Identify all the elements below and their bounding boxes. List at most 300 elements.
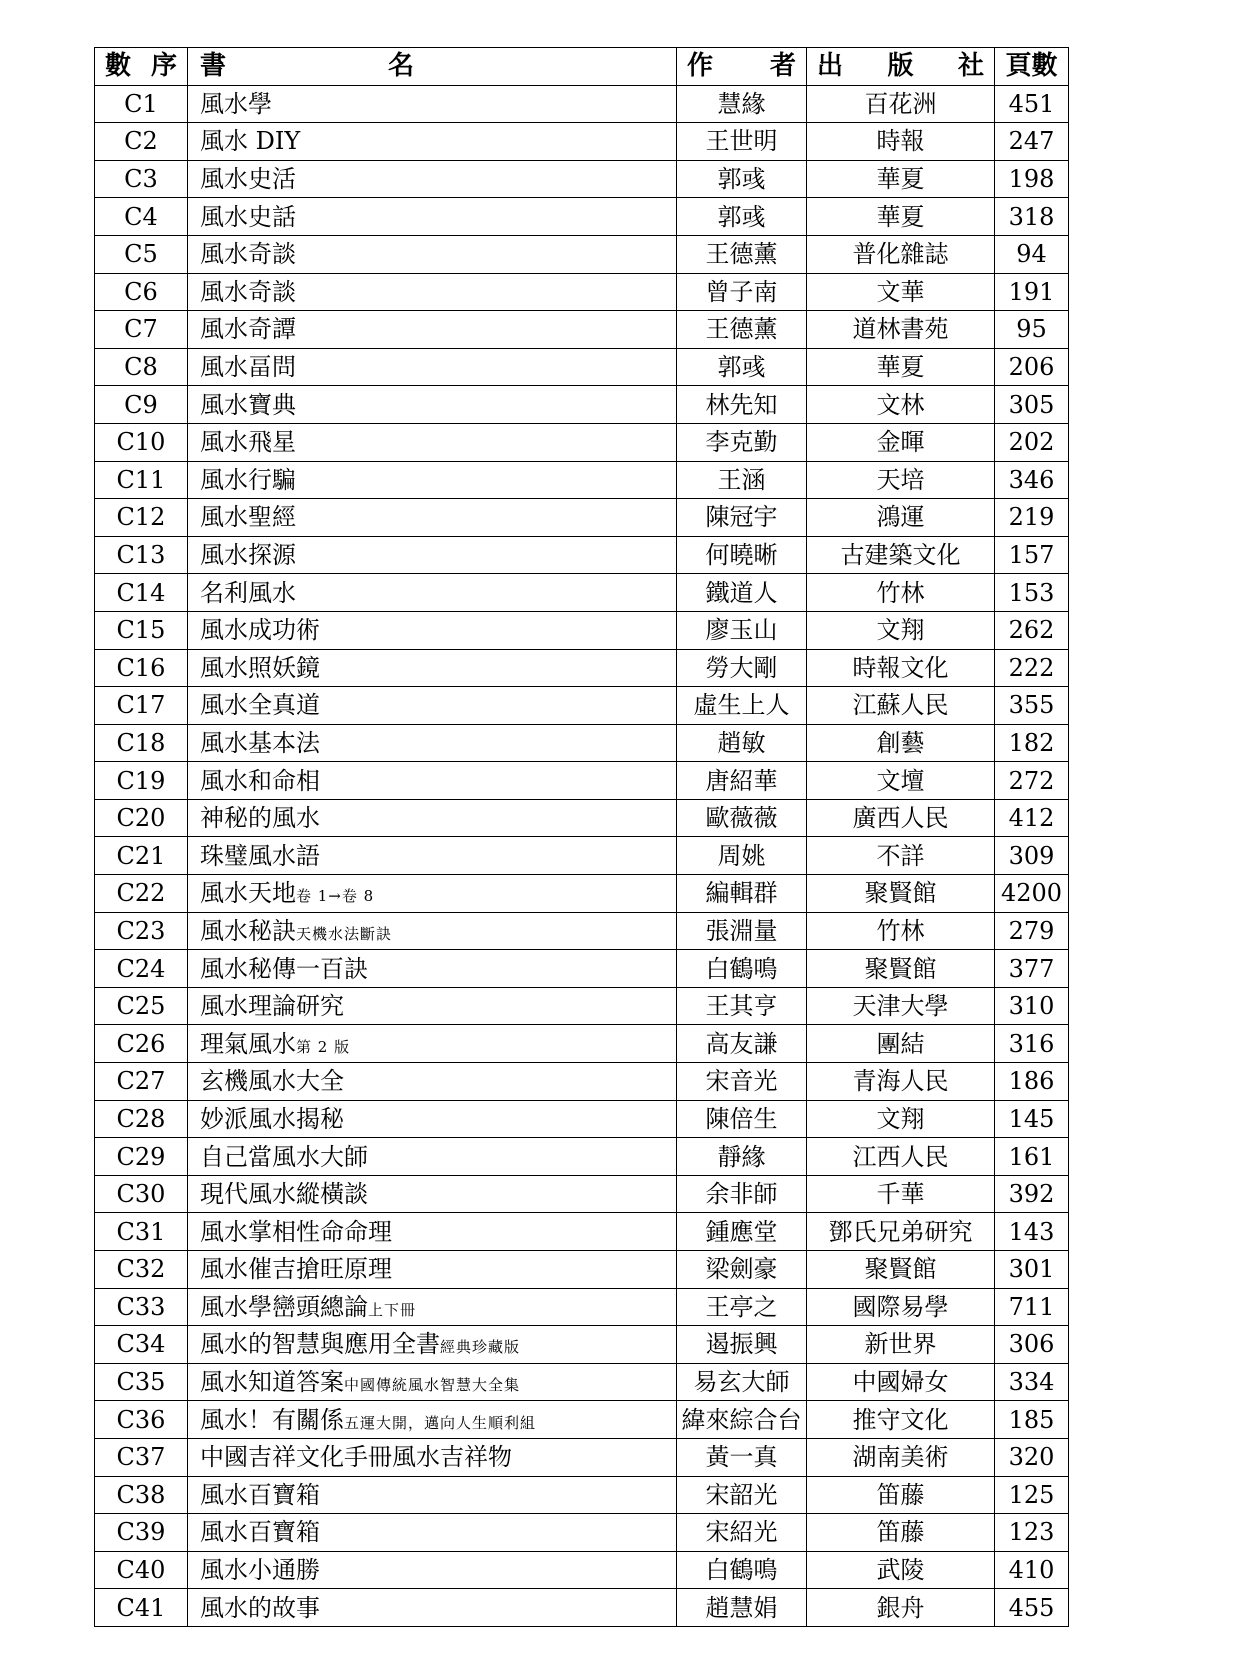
author-cell: 歐薇薇: [677, 799, 807, 837]
publisher-cell: 道林書苑: [807, 311, 995, 349]
title-cell: [188, 912, 677, 950]
seq-cell: C8: [95, 348, 188, 386]
pages-cell: 4200: [995, 875, 1069, 913]
header-author-char-1: 作: [687, 51, 714, 82]
header-title: [188, 48, 677, 86]
seq-cell: C23: [95, 912, 188, 950]
pages-cell: 410: [995, 1551, 1069, 1589]
table-row: [95, 1589, 1069, 1627]
seq-cell: C15: [95, 611, 188, 649]
publisher-cell: 天培: [807, 461, 995, 499]
title-cell: [188, 649, 677, 687]
table-row: [95, 875, 1069, 913]
table-row: [95, 499, 1069, 537]
table-row: [95, 1326, 1069, 1364]
title-text: 風水史活: [200, 165, 296, 194]
title-cell: [188, 198, 677, 236]
publisher-cell: 江西人民: [807, 1138, 995, 1176]
title-text: 風水秘傳一百訣: [200, 954, 368, 983]
table-row: [95, 799, 1069, 837]
author-cell: 宋音光: [677, 1063, 807, 1101]
header-author-char-2: 者: [769, 51, 796, 82]
publisher-cell: 不詳: [807, 837, 995, 875]
header-seq-char-2: 序: [150, 51, 177, 82]
title-cell: [188, 724, 677, 762]
author-cell: 易玄大師: [677, 1363, 807, 1401]
publisher-cell: 笛藤: [807, 1514, 995, 1552]
title-text: 風水 DIY: [200, 127, 301, 156]
seq-cell: C32: [95, 1251, 188, 1289]
publisher-cell: 時報: [807, 123, 995, 161]
header-seq: [95, 48, 188, 86]
publisher-cell: 普化雜誌: [807, 235, 995, 273]
title-cell: [188, 348, 677, 386]
title-text: 風水探源: [200, 541, 296, 570]
title-cell: [188, 762, 677, 800]
publisher-cell: 古建築文化: [807, 536, 995, 574]
table-row: [95, 950, 1069, 988]
header-publisher-char-3: 社: [957, 51, 984, 82]
publisher-cell: 鴻運: [807, 499, 995, 537]
seq-cell: C19: [95, 762, 188, 800]
publisher-cell: 時報文化: [807, 649, 995, 687]
title-cell: [188, 311, 677, 349]
title-text: 風水奇談: [200, 277, 296, 306]
table-row: [95, 1551, 1069, 1589]
table-row: [95, 1213, 1069, 1251]
publisher-cell: 文翔: [807, 611, 995, 649]
seq-cell: C20: [95, 799, 188, 837]
title-cell: [188, 536, 677, 574]
header-title-char-2: 名: [388, 51, 415, 82]
pages-cell: 182: [995, 724, 1069, 762]
pages-cell: 301: [995, 1251, 1069, 1289]
table-row: [95, 1025, 1069, 1063]
author-cell: 虛生上人: [677, 687, 807, 725]
title-text: 風水秘訣: [200, 916, 296, 945]
seq-cell: C39: [95, 1514, 188, 1552]
publisher-cell: 竹林: [807, 912, 995, 950]
table-row: [95, 461, 1069, 499]
table-row: [95, 649, 1069, 687]
publisher-cell: 國際易學: [807, 1288, 995, 1326]
seq-cell: C29: [95, 1138, 188, 1176]
pages-cell: 198: [995, 160, 1069, 198]
title-note: 天機水法斷訣: [296, 924, 393, 943]
publisher-cell: 江蘇人民: [807, 687, 995, 725]
table-row: [95, 912, 1069, 950]
seq-cell: C26: [95, 1025, 188, 1063]
pages-cell: 145: [995, 1100, 1069, 1138]
seq-cell: C9: [95, 386, 188, 424]
seq-cell: C35: [95, 1363, 188, 1401]
author-cell: 曾子南: [677, 273, 807, 311]
pages-cell: 346: [995, 461, 1069, 499]
title-text: 風水掌相性命命理: [200, 1217, 392, 1246]
title-cell: [188, 611, 677, 649]
publisher-cell: 鄧氏兄弟研究: [807, 1213, 995, 1251]
title-text: 名利風水: [200, 578, 296, 607]
pages-cell: 711: [995, 1288, 1069, 1326]
publisher-cell: 創藝: [807, 724, 995, 762]
title-cell: [188, 1138, 677, 1176]
title-cell: [188, 1401, 677, 1439]
title-cell: [188, 875, 677, 913]
author-cell: 鐵道人: [677, 574, 807, 612]
table-row: [95, 574, 1069, 612]
title-text: 風水催吉搶旺原理: [200, 1255, 392, 1284]
author-cell: 李克勤: [677, 423, 807, 461]
table-header: [95, 48, 1069, 86]
seq-cell: C37: [95, 1438, 188, 1476]
publisher-cell: 百花洲: [807, 85, 995, 123]
seq-cell: C41: [95, 1589, 188, 1627]
title-text: 風水聖經: [200, 503, 296, 532]
title-cell: [188, 1063, 677, 1101]
title-cell: [188, 1438, 677, 1476]
title-text: 玄機風水大全: [200, 1067, 344, 1096]
table-row: [95, 273, 1069, 311]
pages-cell: 191: [995, 273, 1069, 311]
title-note: 第 2 版: [296, 1037, 351, 1056]
table-row: [95, 123, 1069, 161]
author-cell: 周姚: [677, 837, 807, 875]
seq-cell: C3: [95, 160, 188, 198]
publisher-cell: 武陵: [807, 1551, 995, 1589]
title-text: 神秘的風水: [200, 804, 320, 833]
pages-cell: 222: [995, 649, 1069, 687]
author-cell: 何曉晰: [677, 536, 807, 574]
title-text: 風水奇譚: [200, 315, 296, 344]
author-cell: 黃一真: [677, 1438, 807, 1476]
table-row: [95, 1476, 1069, 1514]
title-cell: [188, 1551, 677, 1589]
pages-cell: 157: [995, 536, 1069, 574]
table-row: [95, 423, 1069, 461]
title-text: 風水基本法: [200, 728, 320, 757]
seq-cell: C17: [95, 687, 188, 725]
header-publisher-char-1: 出: [817, 51, 844, 82]
author-cell: 陳倍生: [677, 1100, 807, 1138]
seq-cell: C24: [95, 950, 188, 988]
table-row: [95, 1100, 1069, 1138]
title-text: 風水飛星: [200, 428, 296, 457]
publisher-cell: 千華: [807, 1175, 995, 1213]
title-text: 風水小通勝: [200, 1556, 320, 1585]
title-cell: [188, 1175, 677, 1213]
pages-cell: 247: [995, 123, 1069, 161]
table-body: [95, 85, 1069, 1626]
seq-cell: C28: [95, 1100, 188, 1138]
header-seq-char-1: 數: [105, 51, 132, 82]
title-text: 風水！有關係: [200, 1405, 344, 1434]
seq-cell: C33: [95, 1288, 188, 1326]
title-text: 風水百寶箱: [200, 1480, 320, 1509]
title-cell: [188, 1025, 677, 1063]
title-text: 風水畐問: [200, 353, 296, 382]
title-cell: [188, 799, 677, 837]
title-text: 風水和命相: [200, 766, 320, 795]
pages-cell: 318: [995, 198, 1069, 236]
pages-cell: 392: [995, 1175, 1069, 1213]
pages-cell: 334: [995, 1363, 1069, 1401]
pages-cell: 310: [995, 987, 1069, 1025]
title-cell: [188, 1288, 677, 1326]
pages-cell: 455: [995, 1589, 1069, 1627]
publisher-cell: 華夏: [807, 160, 995, 198]
publisher-cell: 笛藤: [807, 1476, 995, 1514]
author-cell: 郭彧: [677, 198, 807, 236]
pages-cell: 186: [995, 1063, 1069, 1101]
title-cell: [188, 423, 677, 461]
publisher-cell: 華夏: [807, 198, 995, 236]
title-text: 風水百寶箱: [200, 1518, 320, 1547]
author-cell: 宋紹光: [677, 1514, 807, 1552]
title-text: 自己當風水大師: [200, 1142, 368, 1171]
pages-cell: 161: [995, 1138, 1069, 1176]
publisher-cell: 新世界: [807, 1326, 995, 1364]
seq-cell: C4: [95, 198, 188, 236]
pages-cell: 355: [995, 687, 1069, 725]
title-cell: [188, 1514, 677, 1552]
author-cell: 余非師: [677, 1175, 807, 1213]
table-row: [95, 1288, 1069, 1326]
title-text: 中國吉祥文化手冊風水吉祥物: [200, 1443, 512, 1472]
pages-cell: 309: [995, 837, 1069, 875]
title-cell: [188, 1476, 677, 1514]
seq-cell: C40: [95, 1551, 188, 1589]
pages-cell: 306: [995, 1326, 1069, 1364]
header-author: [677, 48, 807, 86]
title-cell: [188, 837, 677, 875]
title-cell: [188, 1213, 677, 1251]
title-text: 理氣風水: [200, 1029, 296, 1058]
author-cell: 高友謙: [677, 1025, 807, 1063]
table-row: [95, 348, 1069, 386]
header-publisher: [807, 48, 995, 86]
title-cell: [188, 574, 677, 612]
pages-cell: 272: [995, 762, 1069, 800]
header-pages: 頁數: [995, 48, 1069, 86]
publisher-cell: 華夏: [807, 348, 995, 386]
pages-cell: 153: [995, 574, 1069, 612]
title-note: 經典珍藏版: [440, 1338, 521, 1357]
author-cell: 王世明: [677, 123, 807, 161]
title-cell: [188, 1326, 677, 1364]
seq-cell: C21: [95, 837, 188, 875]
author-cell: 遏振興: [677, 1326, 807, 1364]
title-cell: [188, 950, 677, 988]
author-cell: 張淵量: [677, 912, 807, 950]
publisher-cell: 天津大學: [807, 987, 995, 1025]
seq-cell: C22: [95, 875, 188, 913]
pages-cell: 202: [995, 423, 1069, 461]
table-row: [95, 1438, 1069, 1476]
author-cell: 趙慧娟: [677, 1589, 807, 1627]
author-cell: 林先知: [677, 386, 807, 424]
table-row: [95, 198, 1069, 236]
pages-cell: 94: [995, 235, 1069, 273]
title-cell: [188, 1363, 677, 1401]
pages-cell: 125: [995, 1476, 1069, 1514]
title-cell: [188, 123, 677, 161]
title-text: 風水天地: [200, 879, 296, 908]
table-row: [95, 85, 1069, 123]
table-row: [95, 1175, 1069, 1213]
title-cell: [188, 1251, 677, 1289]
publisher-cell: 青海人民: [807, 1063, 995, 1101]
pages-cell: 279: [995, 912, 1069, 950]
title-text: 風水知道答案: [200, 1368, 344, 1397]
author-cell: 王德薰: [677, 235, 807, 273]
seq-cell: C6: [95, 273, 188, 311]
table-row: [95, 1251, 1069, 1289]
author-cell: 王德薰: [677, 311, 807, 349]
table-row: [95, 1514, 1069, 1552]
table-row: [95, 687, 1069, 725]
author-cell: 王其亨: [677, 987, 807, 1025]
pages-cell: 95: [995, 311, 1069, 349]
title-note: 五運大開，邁向人生順利組: [344, 1413, 537, 1432]
author-cell: 唐紹華: [677, 762, 807, 800]
header-row: [95, 48, 1069, 86]
pages-cell: 206: [995, 348, 1069, 386]
author-cell: 鍾應堂: [677, 1213, 807, 1251]
publisher-cell: 銀舟: [807, 1589, 995, 1627]
title-text: 風水理論研究: [200, 992, 344, 1021]
title-cell: [188, 273, 677, 311]
pages-cell: 262: [995, 611, 1069, 649]
seq-cell: C2: [95, 123, 188, 161]
publisher-cell: 推守文化: [807, 1401, 995, 1439]
seq-cell: C18: [95, 724, 188, 762]
title-cell: [188, 235, 677, 273]
seq-cell: C36: [95, 1401, 188, 1439]
seq-cell: C34: [95, 1326, 188, 1364]
publisher-cell: 團結: [807, 1025, 995, 1063]
author-cell: 白鶴鳴: [677, 1551, 807, 1589]
title-cell: [188, 987, 677, 1025]
title-note: 中國傳統風水智慧大全集: [344, 1376, 521, 1395]
table-row: [95, 536, 1069, 574]
pages-cell: 185: [995, 1401, 1069, 1439]
pages-cell: 320: [995, 1438, 1069, 1476]
seq-cell: C5: [95, 235, 188, 273]
publisher-cell: 文華: [807, 273, 995, 311]
header-publisher-char-2: 版: [887, 51, 914, 82]
pages-cell: 412: [995, 799, 1069, 837]
pages-cell: 316: [995, 1025, 1069, 1063]
table-row: [95, 1063, 1069, 1101]
seq-cell: C7: [95, 311, 188, 349]
title-cell: [188, 386, 677, 424]
publisher-cell: 文翔: [807, 1100, 995, 1138]
table-row: [95, 762, 1069, 800]
title-text: 風水照妖鏡: [200, 653, 320, 682]
title-text: 風水全真道: [200, 691, 320, 720]
table-row: [95, 160, 1069, 198]
title-text: 風水史話: [200, 202, 296, 231]
title-cell: [188, 85, 677, 123]
table-row: [95, 1138, 1069, 1176]
title-text: 珠璧風水語: [200, 841, 320, 870]
title-text: 風水寶典: [200, 390, 296, 419]
author-cell: 郭彧: [677, 348, 807, 386]
title-text: 風水行騙: [200, 465, 296, 494]
publisher-cell: 聚賢館: [807, 1251, 995, 1289]
author-cell: 梁劍豪: [677, 1251, 807, 1289]
author-cell: 王亭之: [677, 1288, 807, 1326]
header-title-char-1: 書: [200, 51, 227, 82]
title-text: 風水奇談: [200, 240, 296, 269]
title-cell: [188, 687, 677, 725]
author-cell: 宋韶光: [677, 1476, 807, 1514]
table-row: [95, 1401, 1069, 1439]
pages-cell: 377: [995, 950, 1069, 988]
author-cell: 白鶴鳴: [677, 950, 807, 988]
publisher-cell: 湖南美術: [807, 1438, 995, 1476]
seq-cell: C16: [95, 649, 188, 687]
table-row: [95, 1363, 1069, 1401]
seq-cell: C1: [95, 85, 188, 123]
pages-cell: 451: [995, 85, 1069, 123]
table-row: [95, 311, 1069, 349]
seq-cell: C14: [95, 574, 188, 612]
table-row: [95, 987, 1069, 1025]
seq-cell: C38: [95, 1476, 188, 1514]
book-catalog-table: [94, 47, 1069, 1627]
publisher-cell: 廣西人民: [807, 799, 995, 837]
author-cell: 編輯群: [677, 875, 807, 913]
table-row: [95, 235, 1069, 273]
title-text: 風水成功術: [200, 616, 320, 645]
seq-cell: C30: [95, 1175, 188, 1213]
title-cell: [188, 1100, 677, 1138]
seq-cell: C25: [95, 987, 188, 1025]
title-text: 妙派風水揭秘: [200, 1104, 344, 1133]
title-text: 風水學: [200, 89, 272, 118]
seq-cell: C11: [95, 461, 188, 499]
author-cell: 緯來綜合台: [677, 1401, 807, 1439]
title-text: 風水學巒頭總論: [200, 1292, 368, 1321]
table-row: [95, 724, 1069, 762]
author-cell: 勞大剛: [677, 649, 807, 687]
table-row: [95, 386, 1069, 424]
title-note: 上下冊: [368, 1300, 417, 1319]
publisher-cell: 文壇: [807, 762, 995, 800]
seq-cell: C12: [95, 499, 188, 537]
pages-cell: 305: [995, 386, 1069, 424]
publisher-cell: 中國婦女: [807, 1363, 995, 1401]
title-text: 現代風水縱橫談: [200, 1180, 368, 1209]
table-row: [95, 837, 1069, 875]
seq-cell: C10: [95, 423, 188, 461]
publisher-cell: 金暉: [807, 423, 995, 461]
author-cell: 王涵: [677, 461, 807, 499]
title-text: 風水的故事: [200, 1593, 320, 1622]
author-cell: 陳冠宇: [677, 499, 807, 537]
title-cell: [188, 499, 677, 537]
author-cell: 郭彧: [677, 160, 807, 198]
title-text: 風水的智慧與應用全書: [200, 1330, 440, 1359]
author-cell: 靜緣: [677, 1138, 807, 1176]
publisher-cell: 竹林: [807, 574, 995, 612]
table-row: [95, 611, 1069, 649]
publisher-cell: 聚賢館: [807, 875, 995, 913]
pages-cell: 143: [995, 1213, 1069, 1251]
title-cell: [188, 160, 677, 198]
author-cell: 廖玉山: [677, 611, 807, 649]
